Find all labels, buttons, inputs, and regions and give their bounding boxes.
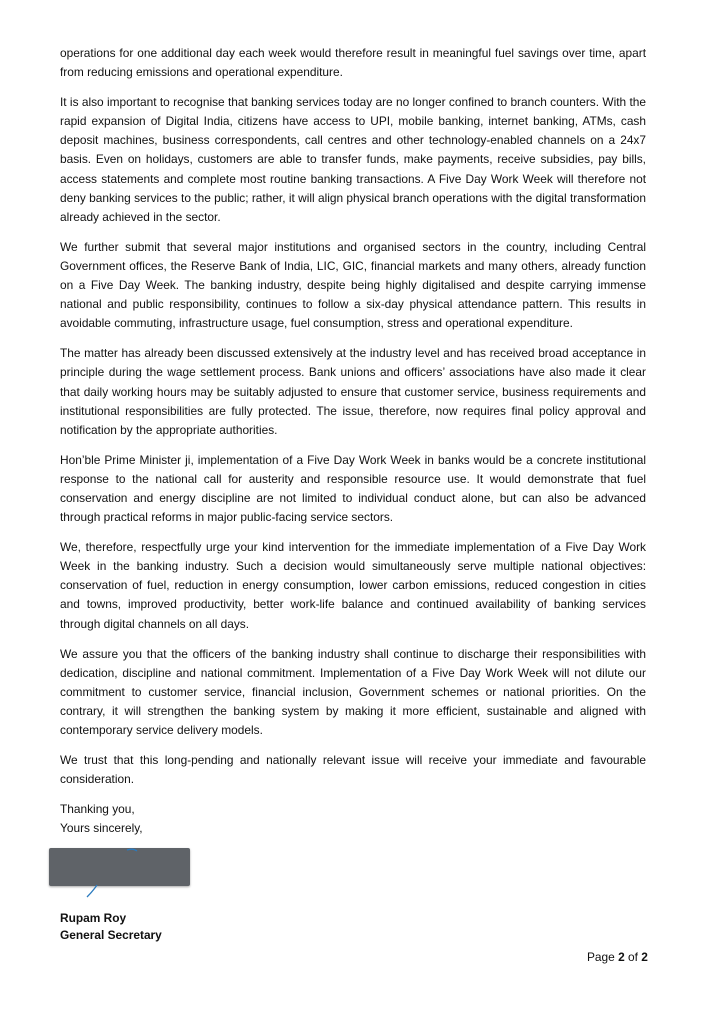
letter-paragraph: Hon’ble Prime Minister ji, implementation of a Five Day Work Week in banks would be a concrete institutional response to the national call for austerity and responsible resource use. It would demonstrate that fuel conservation and energy discipline are not limited to individual conduct alone, but can also be advanced through practical reforms in major public-facing service sectors.	[60, 452, 646, 525]
closing-thanks: Thanking you,	[60, 802, 135, 817]
page-current: 2	[618, 950, 625, 964]
page-number	[587, 949, 648, 965]
signature-area	[49, 848, 199, 898]
closing-sincerely: Yours sincerely,	[60, 821, 143, 836]
letter-paragraph: operations for one additional day each week would therefore result in meaningful fuel savings over time, apart from reducing emissions and operational expenditure.	[60, 46, 646, 80]
letter-paragraph: The matter has already been discussed extensively at the industry level and has received broad acceptance in principle during the wage settlement process. Bank unions and officers’ associations have also made it clear that daily working hours may be suitably adjusted to ensure that customer service, business requirements and institutional responsibilities are fully protected. The issue, therefore, now requires final policy approval and notification by the appropriate authorities.	[60, 346, 646, 437]
signer-name: Rupam Roy	[60, 911, 127, 926]
signer-title: General Secretary	[60, 928, 162, 943]
page-word: Page	[587, 950, 615, 964]
letter-page	[60, 44, 646, 944]
signature-ink	[49, 848, 199, 898]
letter-paragraph: We, therefore, respectfully urge your kind intervention for the immediate implementation of a Five Day Work Week in the banking industry. Such a decision would simultaneously serve multiple national objectives: conservation of fuel, reduction in energy consumption, lower carbon emissions, reduced congestion in cities and towns, improved productivity, better work-life balance and continued availability of banking services through digital channels on all days.	[60, 540, 646, 631]
letter-paragraph: We trust that this long-pending and nationally relevant issue will receive your immediate and favourable consideration.	[60, 753, 646, 787]
of-word: of	[628, 950, 638, 964]
closing-block	[60, 800, 646, 838]
letter-paragraph: It is also important to recognise that banking services today are no longer confined to branch counters. With the rapid expansion of Digital India, citizens have access to UPI, mobile banking, internet banking, ATMs, cash deposit machines, business correspondents, call centres and other technology-enabled channels on a 24x7 basis. Even on holidays, customers are able to transfer funds, make payments, receive subsidies, pay bills, access statements and complete most routine banking transactions. A Five Day Work Week will therefore not deny banking services to the public; rather, it will align physical branch operations with the digital transformation already achieved in the sector.	[60, 95, 646, 224]
letter-paragraph: We further submit that several major institutions and organised sectors in the country, including Central Government offices, the Reserve Bank of India, LIC, GIC, financial markets and many others, already function on a Five Day Week. The banking industry, despite being highly digitalised and despite carrying immense national and public responsibility, continues to follow a six-day physical attendance pattern. This results in avoidable commuting, infrastructure usage, fuel consumption, stress and operational expenditure.	[60, 239, 646, 331]
letter-paragraph: We assure you that the officers of the banking industry shall continue to discharge their responsibilities with dedication, discipline and national commitment. Implementation of a Five Day Work Week will not dilute our commitment to customer service, financial inclusion, Government schemes or national priorities. On the contrary, it will strengthen the banking system by making it more efficient, sustainable and aligned with contemporary service delivery models.	[60, 646, 646, 737]
page-total: 2	[641, 950, 648, 964]
